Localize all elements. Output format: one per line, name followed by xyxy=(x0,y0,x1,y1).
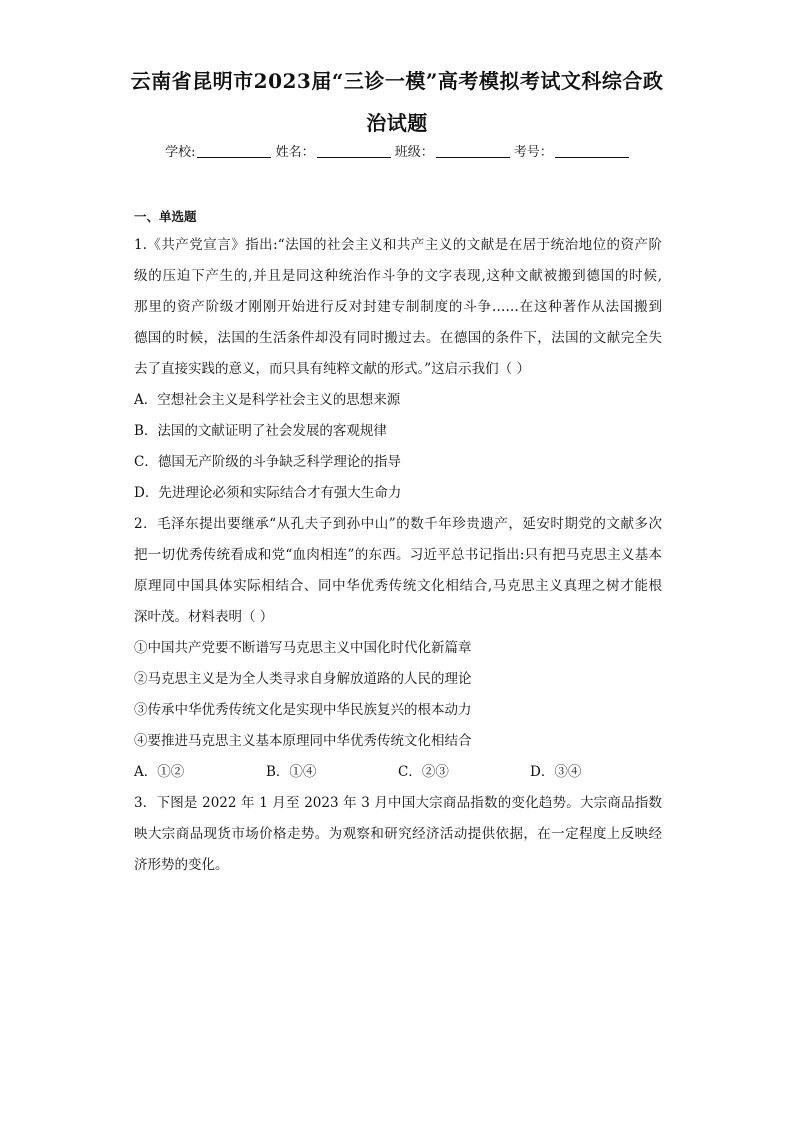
q1-stem-line: 德国的时候，法国的生活条件却没有同时搬过去。在德国的条件下，法国的文献完全失 xyxy=(134,330,662,346)
q1-stem-line: 去了直接实践的意义，而只具有纯粹文献的形式。”这启示我们（ ） xyxy=(134,361,530,377)
q2-stem-line: 2．毛泽东提出要继承“从孔夫子到孙中山”的数千年珍贵遗产，延安时期党的文献多次 xyxy=(134,516,662,532)
q2-statement-3: ③传承中华优秀传统文化是实现中华民族复兴的根本动力 xyxy=(134,702,472,718)
section-heading: 一、单选题 xyxy=(134,209,197,224)
exam-number-label: 考号： xyxy=(513,145,553,160)
q1-option-a[interactable]: A．空想社会主义是科学社会主义的思想来源 xyxy=(134,392,401,408)
questions-body xyxy=(134,230,662,881)
class-label: 班级： xyxy=(394,145,434,160)
name-label: 姓名： xyxy=(275,145,315,160)
exam-number-blank[interactable] xyxy=(555,143,629,158)
q1-option-d[interactable]: D．先进理论必须和实际结合才有强大生命力 xyxy=(134,485,402,501)
q2-stem-line: 原理同中国具体实际相结合、同中华优秀传统文化相结合,马克思主义真理之树才能根 xyxy=(134,578,662,594)
q1-option-b[interactable]: B．法国的文献证明了社会发展的客观规律 xyxy=(134,423,387,439)
q1-option-c[interactable]: C．德国无产阶级的斗争缺乏科学理论的指导 xyxy=(134,454,401,470)
q2-option-a[interactable]: A．①② xyxy=(134,764,185,780)
student-info-row xyxy=(0,143,794,163)
q2-option-c[interactable]: C．②③ xyxy=(398,764,449,780)
q3-stem-line: 映大宗商品现货市场价格走势。为观察和研究经济活动提供依据，在一定程度上反映经 xyxy=(134,826,662,842)
q2-options-row xyxy=(134,757,662,788)
q2-stem-line: 把一切优秀传统看成和党“血肉相连”的东西。习近平总书记指出:只有把马克思主义基本 xyxy=(134,547,662,563)
q1-stem-line: 那里的资产阶级才刚刚开始进行反对封建专制制度的斗争……在这种著作从法国搬到 xyxy=(134,299,662,315)
exam-title-line1: 云南省昆明市2023届“三诊一模”高考模拟考试文科综合政 xyxy=(130,69,664,93)
exam-title-line2: 治试题 xyxy=(366,111,428,135)
q2-statement-2: ②马克思主义是为全人类寻求自身解放道路的人民的理论 xyxy=(134,671,472,687)
q1-stem-line: 级的压迫下产生的,并且是同这种统治作斗争的文字表现,这种文献被搬到德国的时候, xyxy=(134,268,662,284)
q2-option-b[interactable]: B．①④ xyxy=(266,764,317,780)
name-blank[interactable] xyxy=(317,143,391,158)
q2-statement-4: ④要推进马克思主义基本原理同中华优秀传统文化相结合 xyxy=(134,733,472,749)
school-label: 学校: xyxy=(165,145,196,160)
q2-option-d[interactable]: D．③④ xyxy=(530,764,582,780)
q3-stem-line: 济形势的变化。 xyxy=(134,857,229,873)
q2-stem-line: 深叶茂。材料表明（ ） xyxy=(134,609,274,625)
class-blank[interactable] xyxy=(436,143,510,158)
q2-statement-1: ①中国共产党要不断谱写马克思主义中国化时代化新篇章 xyxy=(134,640,472,656)
q3-stem-line: 3．下图是 2022 年 1 月至 2023 年 3 月中国大宗商品指数的变化趋势。大宗商品指数 xyxy=(134,795,662,811)
school-blank[interactable] xyxy=(197,143,271,158)
q1-stem-line: 1.《共产党宣言》指出:“法国的社会主义和共产主义的文献是在居于统治地位的资产阶 xyxy=(134,237,662,253)
